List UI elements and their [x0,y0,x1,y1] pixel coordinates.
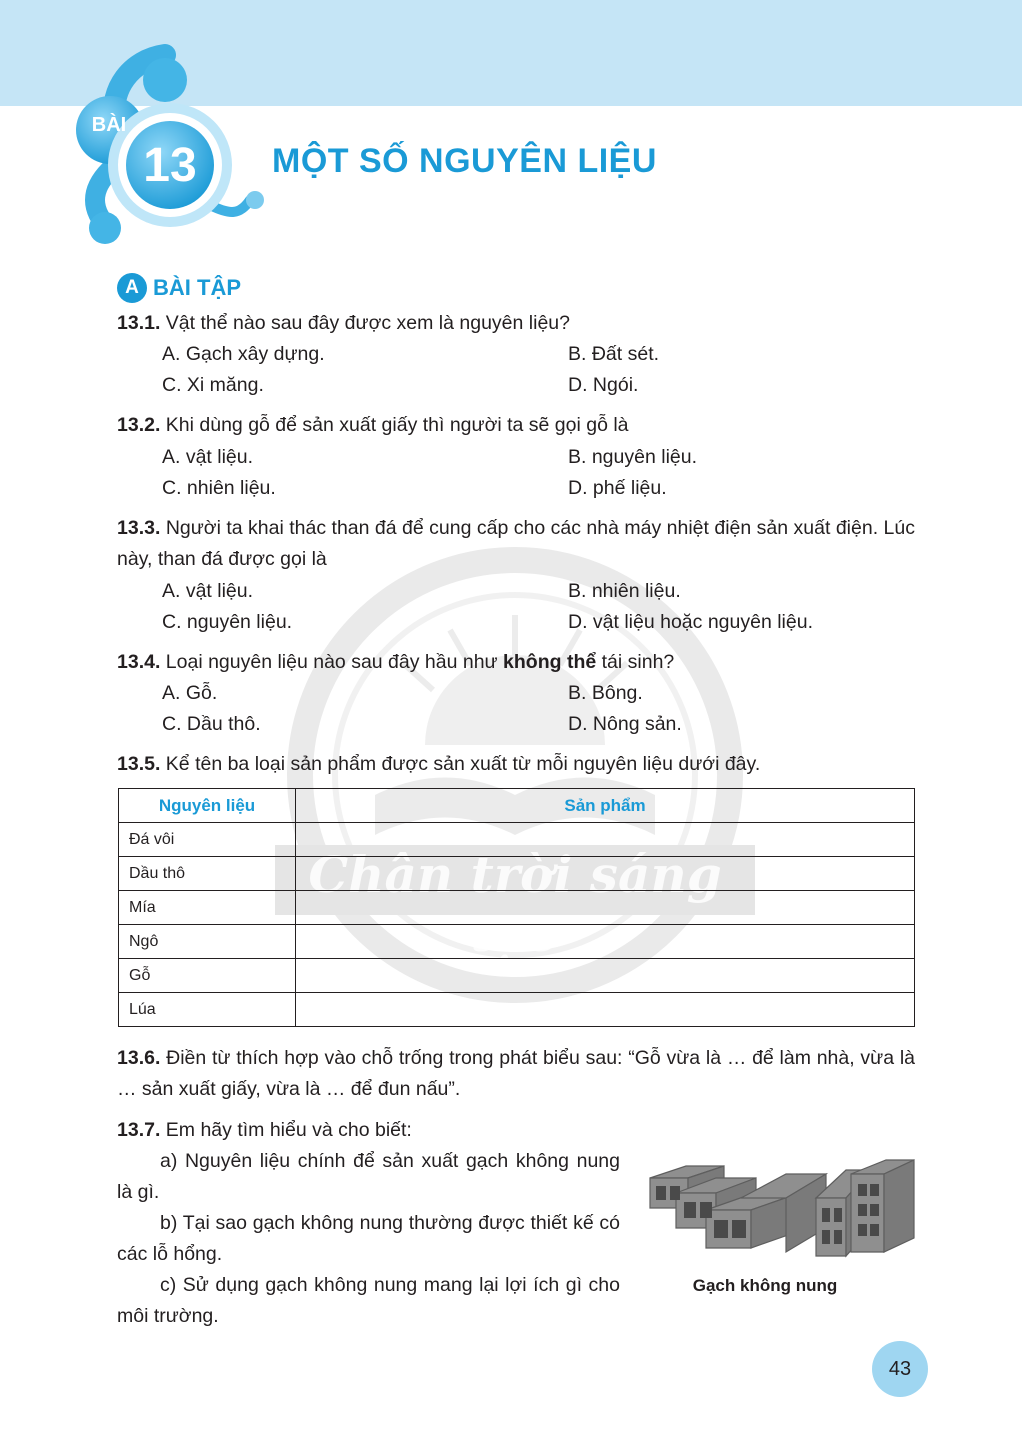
question-text: Điền từ thích hợp vào chỗ trống trong phát biểu sau: “Gỗ vừa là … để làm nhà, vừa là … sản xuất giấy, vừa là … để đun nấu”. [117,1047,915,1100]
option-c: C. nguyên liệu. [162,611,293,633]
material-cell: Ngô [119,925,296,959]
table-row [119,959,915,993]
table-row [119,925,915,959]
option-d: D. Nông sản. [568,713,682,735]
option-b: B. Bông. [568,682,643,704]
material-cell: Gỗ [119,959,296,993]
question-number: 13.2. [117,414,161,436]
materials-table [118,788,915,1027]
section-header [117,272,241,304]
subquestion-a [117,1146,620,1208]
option-b: B. nguyên liệu. [568,446,698,468]
lesson-number: 13 [143,139,197,192]
table-row [119,857,915,891]
question-13-3 [117,513,915,575]
option-d: D. phế liệu. [568,477,667,499]
question-text: Em hãy tìm hiểu và cho biết: [165,1119,412,1141]
option-b: B. Đất sét. [568,343,660,365]
watermark-text: Chân trời sáng tạo [308,845,722,963]
question-text: Người ta khai thác than đá để cung cấp cho các nhà máy nhiệt điện sản xuất điện. Lúc này, than đá được gọi là [117,517,915,570]
option-a: A. Gỗ. [162,682,218,704]
product-cell[interactable] [296,891,915,925]
column-header: Sản phẩm [296,789,915,823]
option-c: C. Dầu thô. [162,713,261,735]
lesson-title: MỘT SỐ NGUYÊN LIỆU [272,142,657,180]
option-d: D. Ngói. [568,374,639,396]
material-cell: Lúa [119,993,296,1027]
table-row [119,823,915,857]
option-a: A. vật liệu. [162,580,254,602]
question-13-5 [117,749,760,780]
table-row [119,891,915,925]
option-c: C. nhiên liệu. [162,477,276,499]
figure-caption: Gạch không nung [692,1276,838,1295]
option-a: A. Gạch xây dựng. [162,343,325,365]
question-number: 13.6. [117,1047,161,1069]
material-cell: Đá vôi [119,823,296,857]
product-cell[interactable] [296,925,915,959]
badge-word: BÀI [91,114,127,136]
question-text: Vật thể nào sau đây được xem là nguyên liệu? [165,312,570,334]
question-13-6 [117,1043,915,1105]
subquestion-text: a) Nguyên liệu chính để sản xuất gạch không nung là gì. [117,1150,620,1203]
question-13-1 [117,308,570,339]
subquestion-c [117,1270,620,1332]
table-row [119,993,915,1027]
material-cell: Dầu thô [119,857,296,891]
column-header: Nguyên liệu [119,789,296,823]
option-a: A. vật liệu. [162,446,254,468]
emphasis-text: không thể [503,651,597,673]
question-text: Khi dùng gỗ để sản xuất giấy thì người ta sẽ gọi gỗ là [165,414,629,436]
question-number: 13.4. [117,651,161,673]
subquestion-text: b) Tại sao gạch không nung thường được thiết kế có các lỗ hổng. [117,1212,620,1265]
option-c: C. Xi măng. [162,374,264,396]
material-cell: Mía [119,891,296,925]
question-text-end: tái sinh? [601,651,675,673]
product-cell[interactable] [296,959,915,993]
product-cell[interactable] [296,993,915,1027]
question-13-4 [117,647,674,678]
product-cell[interactable] [296,823,915,857]
unfired-brick-image [646,1148,918,1260]
question-number: 13.1. [117,312,161,334]
page-number: 43 [872,1341,928,1397]
question-text: Kể tên ba loại sản phẩm được sản xuất từ mỗi nguyên liệu dưới đây. [165,753,761,775]
question-number: 13.7. [117,1119,161,1141]
section-label: BÀI TẬP [153,275,241,300]
question-number: 13.3. [117,517,161,539]
section-letter: A [117,273,147,303]
question-13-2 [117,410,629,441]
question-13-7 [117,1115,412,1146]
question-number: 13.5. [117,753,161,775]
subquestion-b [117,1208,620,1270]
question-text: Loại nguyên liệu nào sau đây hầu như [165,651,498,673]
option-b: B. nhiên liệu. [568,580,681,602]
option-d: D. vật liệu hoặc nguyên liệu. [568,611,813,633]
subquestion-text: c) Sử dụng gạch không nung mang lại lợi ích gì cho môi trường. [117,1274,620,1327]
product-cell[interactable] [296,857,915,891]
table-header-row [119,789,915,823]
